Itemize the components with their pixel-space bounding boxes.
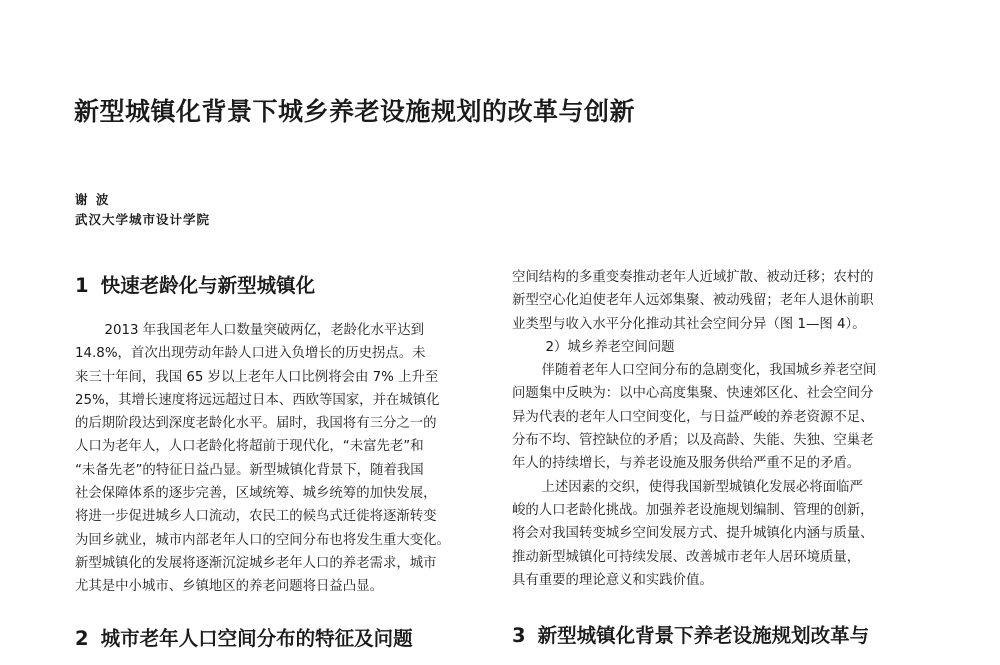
text-line: 分布不均、管控缺位的矛盾；以及高龄、失能、失独、空巢老 bbox=[512, 433, 874, 449]
text-line: 异为代表的老年人口空间变化，与日益严峻的养老资源不足、 bbox=[512, 409, 874, 425]
author-affiliation: 武汉大学城市设计学院 bbox=[75, 212, 211, 227]
summary-paragraph bbox=[512, 476, 914, 592]
text-line: 将会对我国转变城乡空间发展方式、提升城镇化内涵与质量、 bbox=[512, 526, 874, 542]
text-line: 为回乡就业，城市内部老年人口的空间分布也将发生重大变化。 bbox=[75, 532, 450, 548]
text-line: 具有重要的理论意义和实践价值。 bbox=[512, 572, 713, 588]
text-line: 的后期阶段达到深度老龄化水平。届时，我国将有三分之一的 bbox=[75, 416, 437, 432]
text-line: 2013 年我国老年人口数量突破两亿，老龄化水平达到 bbox=[104, 323, 425, 338]
author-name: 谢 波 bbox=[75, 192, 111, 207]
section-1-title: 快速老龄化与新型城镇化 bbox=[100, 274, 316, 297]
text-line: 25%，其增长速度将远远超过日本、西欧等国家，并在城镇化 bbox=[75, 392, 440, 408]
text-line: 新型城镇化的发展将逐渐沉淀城乡老年人口的养老需求，城市 bbox=[75, 555, 437, 571]
section-3-number: 3 bbox=[512, 624, 526, 648]
section-2-heading bbox=[75, 623, 475, 651]
text-line: 年人的持续增长，与养老设施及服务供给严重不足的矛盾。 bbox=[512, 456, 861, 472]
subsection-heading: 2）城乡养老空间问题 bbox=[545, 339, 675, 355]
text-line: 尤其是中小城市、乡镇地区的养老问题将日益凸显。 bbox=[75, 579, 383, 595]
section-2-title: 城市老年人口空间分布的特征及问题 bbox=[100, 626, 413, 650]
right-column bbox=[512, 266, 914, 648]
text-line: 上述因素的交织，使得我国新型城镇化发展必将面临严 bbox=[541, 479, 863, 495]
text-line: 业类型与收入水平分化推动其社会空间分异（图 1—图 4）。 bbox=[512, 316, 866, 332]
section-1-number: 1 bbox=[75, 274, 89, 297]
text-line: 推动新型城镇化可持续发展、改善城市老年人居环境质量， bbox=[512, 549, 861, 565]
text-line: 伴随着老年人口空间分布的急剧变化，我国城乡养老空间 bbox=[541, 363, 877, 379]
left-column bbox=[75, 270, 475, 651]
urban-rural-aging-paragraph bbox=[512, 359, 914, 475]
text-line: 空间结构的多重变奏推动老年人近域扩散、被动迁移；农村的 bbox=[512, 270, 874, 285]
section-2-number: 2 bbox=[75, 626, 89, 650]
text-line: 社会保障体系的逐步完善，区域统筹、城乡统筹的加快发展， bbox=[75, 486, 437, 502]
text-line: 来三十年间，我国 65 岁以上老年人口比例将会由 7% 上升至 bbox=[75, 369, 439, 385]
text-line: 问题集中反映为：以中心高度集聚、快速郊区化、社会空间分 bbox=[512, 386, 874, 402]
text-line: 将进一步促进城乡人口流动，农民工的候鸟式迁徙将逐渐转变 bbox=[75, 509, 437, 525]
section-1-paragraph bbox=[75, 319, 475, 599]
section-3-heading bbox=[512, 620, 914, 648]
text-line: 人口为老年人，人口老龄化将超前于现代化，“未富先老”和 bbox=[75, 439, 424, 455]
text-line: 峻的人口老龄化挑战。加强养老设施规划编制、管理的创新， bbox=[512, 502, 874, 518]
continued-paragraph bbox=[512, 266, 914, 336]
text-line: 14.8%，首次出现劳动年龄人口进入负增长的历史拐点。未 bbox=[75, 346, 426, 362]
text-line: “未备先老”的特征日益凸显。新型城镇化背景下，随着我国 bbox=[75, 462, 424, 478]
text-line: 新型空心化迫使老年人远郊集聚、被动残留；老年人退休前职 bbox=[512, 293, 874, 309]
section-3-title: 新型城镇化背景下养老设施规划改革与 bbox=[537, 624, 870, 648]
section-1-heading bbox=[75, 270, 475, 298]
paper-title: 新型城镇化背景下城乡养老设施规划的改革与创新 bbox=[74, 97, 636, 126]
